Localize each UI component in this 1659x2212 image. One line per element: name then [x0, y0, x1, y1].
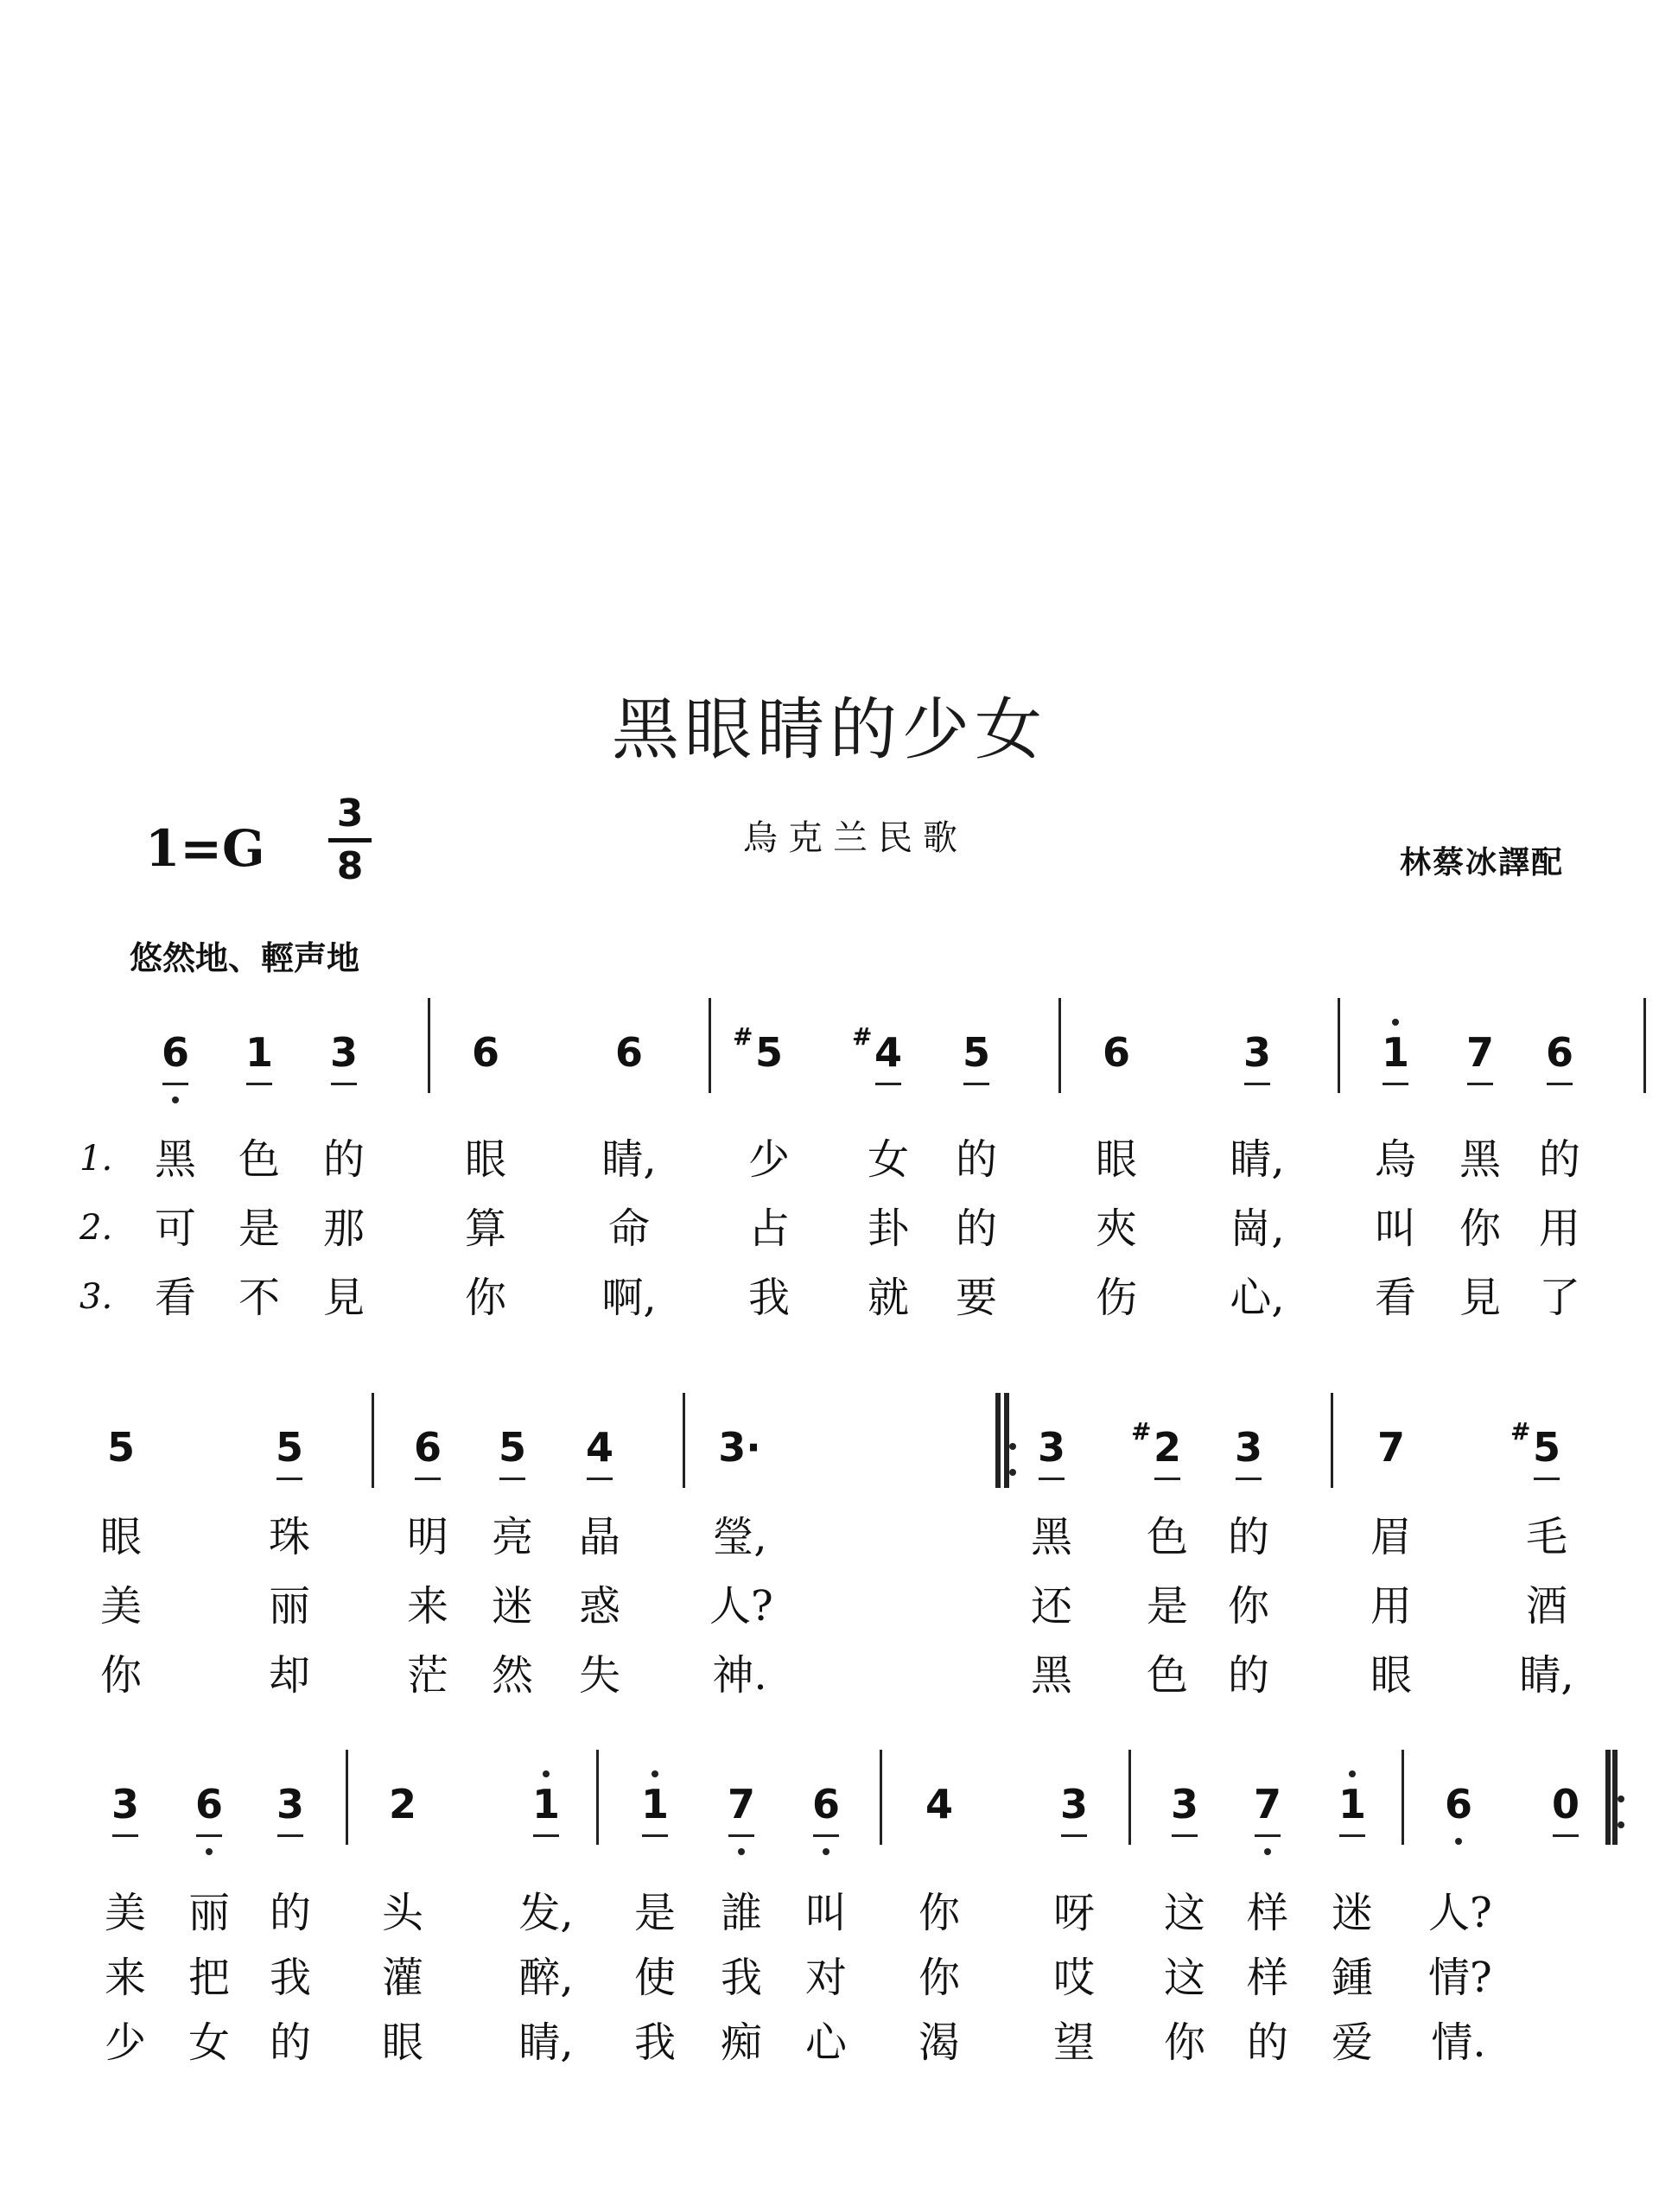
- note-underline: [1382, 1083, 1408, 1085]
- lyric-r3-v3-6: 我: [633, 2018, 676, 2067]
- lyric-r3-v3-14: 情.: [1431, 2018, 1486, 2067]
- lyric-r2-v1-8: 色: [1146, 1513, 1188, 1561]
- lyric-r1-v2-6: 占: [747, 1205, 790, 1253]
- note-r1-2: 1: [245, 1029, 273, 1076]
- note-underline: [587, 1478, 613, 1480]
- note-r2-10: 7: [1376, 1424, 1405, 1471]
- lyric-r2-v3-3: 茫: [406, 1651, 448, 1700]
- lyric-r3-v3-5: 睛,: [518, 2018, 574, 2067]
- note-r3-9: 4: [925, 1781, 953, 1827]
- lyric-r3-v1-3: 的: [269, 1889, 311, 1937]
- note-r1-11: 1: [1381, 1029, 1409, 1076]
- note-low-octave-dot: [172, 1096, 179, 1103]
- lyric-r2-v2-8: 是: [1146, 1582, 1188, 1630]
- lyric-r1-v1-8: 的: [955, 1135, 997, 1184]
- lyric-r1-v1-5: 睛,: [601, 1135, 657, 1184]
- lyric-r2-v1-11: 毛: [1525, 1513, 1567, 1561]
- note-r3-12: 7: [1253, 1781, 1281, 1827]
- lyric-r1-v2-5: 命: [607, 1205, 650, 1253]
- note-r2-1: 5: [106, 1424, 135, 1471]
- verse-number: 2.: [79, 1208, 113, 1248]
- lyric-r1-v3-8: 要: [955, 1274, 997, 1322]
- lyric-r3-v3-1: 少: [104, 2018, 146, 2067]
- lyric-r1-v2-3: 那: [322, 1205, 365, 1253]
- lyric-r3-v2-1: 来: [104, 1954, 146, 2002]
- bar-line: [1643, 998, 1646, 1093]
- lyric-r2-v3-5: 失: [578, 1651, 620, 1700]
- note-underline: [642, 1834, 668, 1837]
- lyric-r3-v1-10: 呀: [1052, 1889, 1095, 1937]
- lyric-r1-v1-12: 黑: [1459, 1135, 1501, 1184]
- lyric-r1-v3-2: 不: [238, 1274, 280, 1322]
- note-underline: [1236, 1478, 1262, 1480]
- lyric-r2-v2-7: 还: [1030, 1582, 1072, 1630]
- note-r1-9: 6: [1102, 1029, 1130, 1076]
- note-r3-4: 2: [388, 1781, 416, 1827]
- lyric-r2-v2-6: 人?: [709, 1582, 773, 1630]
- lyric-r2-v3-1: 你: [99, 1651, 142, 1700]
- repeat-dot: [1009, 1443, 1016, 1450]
- repeat-bar-line: [1612, 1750, 1618, 1845]
- note-underline: [277, 1834, 303, 1837]
- lyric-r2-v1-2: 珠: [268, 1513, 310, 1561]
- time-signature: [328, 791, 372, 888]
- lyric-r3-v3-10: 望: [1052, 2018, 1095, 2067]
- note-underline: [1547, 1083, 1573, 1085]
- arranger-credit: 林蔡冰譯配: [1400, 845, 1565, 880]
- note-r3-13: 1: [1338, 1781, 1366, 1827]
- lyric-r1-v1-9: 眼: [1095, 1135, 1137, 1184]
- lyric-r3-v3-13: 爱: [1331, 2018, 1373, 2067]
- note-underline: [875, 1083, 901, 1085]
- lyric-r3-v2-9: 你: [918, 1954, 960, 2002]
- lyric-r2-v2-9: 你: [1227, 1582, 1269, 1630]
- note-underline: [331, 1083, 357, 1085]
- note-r1-6: 5: [754, 1029, 783, 1076]
- lyric-r1-v3-9: 伤: [1095, 1274, 1137, 1322]
- note-underline: [1553, 1834, 1579, 1837]
- note-r3-15: 0: [1551, 1781, 1580, 1827]
- note-r3-7: 7: [727, 1781, 755, 1827]
- lyric-r1-v1-13: 的: [1538, 1135, 1580, 1184]
- lyric-r1-v3-12: 見: [1459, 1274, 1501, 1322]
- note-underline: [276, 1478, 302, 1480]
- lyric-r1-v2-7: 卦: [867, 1205, 909, 1253]
- note-r2-7: 3: [1037, 1424, 1065, 1471]
- note-r2-5: 4: [585, 1424, 613, 1471]
- lyric-r2-v3-2: 却: [268, 1651, 310, 1700]
- repeat-dot: [1009, 1469, 1016, 1476]
- verse-number: 1.: [79, 1139, 113, 1179]
- bar-line: [709, 998, 711, 1093]
- lyric-r1-v2-2: 是: [238, 1205, 280, 1253]
- note-r2-9: 3: [1234, 1424, 1262, 1471]
- note-underline: [963, 1083, 989, 1085]
- lyric-r1-v2-8: 的: [955, 1205, 997, 1253]
- lyric-r3-v1-4: 头: [381, 1889, 423, 1937]
- lyric-r1-v3-4: 你: [464, 1274, 506, 1322]
- lyric-r3-v1-12: 样: [1246, 1889, 1288, 1937]
- lyric-r1-v1-10: 睛,: [1230, 1135, 1285, 1184]
- lyric-r2-v1-6: 瑩,: [712, 1513, 767, 1561]
- note-r2-2: 5: [275, 1424, 303, 1471]
- lyric-r3-v2-14: 情?: [1428, 1954, 1492, 2002]
- repeat-dot: [1618, 1821, 1624, 1828]
- lyric-r3-v1-8: 叫: [804, 1889, 847, 1937]
- note-high-octave-dot: [1349, 1770, 1356, 1777]
- note-r1-3: 3: [329, 1029, 358, 1076]
- lyric-r2-v2-5: 惑: [578, 1582, 620, 1630]
- note-r2-4: 5: [498, 1424, 526, 1471]
- lyric-r2-v1-3: 明: [406, 1513, 448, 1561]
- note-r1-12: 7: [1465, 1029, 1494, 1076]
- sharp-accidental: #: [733, 1022, 753, 1051]
- verse-number: 3.: [79, 1277, 113, 1317]
- lyric-r2-v3-6: 神.: [712, 1651, 767, 1700]
- repeat-bar-line: [1605, 1750, 1611, 1845]
- note-r2-3: 6: [413, 1424, 442, 1471]
- lyric-r3-v2-12: 样: [1246, 1954, 1288, 2002]
- note-underline: [1061, 1834, 1087, 1837]
- note-underline: [112, 1834, 138, 1837]
- note-r1-5: 6: [614, 1029, 643, 1076]
- lyric-r3-v2-2: 把: [188, 1954, 230, 2002]
- sharp-accidental: #: [1510, 1417, 1531, 1446]
- note-underline: [1039, 1478, 1065, 1480]
- note-low-octave-dot: [1455, 1838, 1462, 1845]
- lyric-r1-v1-6: 少: [747, 1135, 790, 1184]
- lyric-r1-v2-1: 可: [154, 1205, 196, 1253]
- note-underline: [499, 1478, 525, 1480]
- lyric-r1-v3-11: 看: [1374, 1274, 1416, 1322]
- bar-line: [1402, 1750, 1404, 1845]
- note-r2-6: 3·: [718, 1424, 761, 1471]
- note-r3-14: 6: [1444, 1781, 1472, 1827]
- note-r3-3: 3: [276, 1781, 304, 1827]
- lyric-r2-v2-2: 丽: [268, 1582, 310, 1630]
- sharp-accidental: #: [852, 1022, 873, 1051]
- note-low-octave-dot: [206, 1848, 213, 1855]
- note-underline: [728, 1834, 754, 1837]
- bar-line: [1331, 1393, 1333, 1488]
- bar-line: [346, 1750, 348, 1845]
- lyric-r1-v3-7: 就: [867, 1274, 909, 1322]
- lyric-r1-v2-4: 算: [464, 1205, 506, 1253]
- note-underline: [1339, 1834, 1365, 1837]
- note-r1-1: 6: [161, 1029, 189, 1076]
- lyric-r3-v1-11: 这: [1163, 1889, 1205, 1937]
- lyric-r3-v2-7: 我: [720, 1954, 762, 2002]
- time-numerator: 3: [336, 791, 364, 836]
- bar-line: [683, 1393, 685, 1488]
- lyric-r1-v3-13: 了: [1538, 1274, 1580, 1322]
- lyric-r1-v1-2: 色: [238, 1135, 280, 1184]
- lyric-r3-v3-9: 渴: [918, 2018, 960, 2067]
- lyric-r1-v2-13: 用: [1538, 1205, 1580, 1253]
- lyric-r2-v2-1: 美: [99, 1582, 142, 1630]
- note-underline: [1172, 1834, 1198, 1837]
- note-r1-8: 5: [962, 1029, 990, 1076]
- note-r1-7: 4: [874, 1029, 902, 1076]
- lyric-r3-v3-4: 眼: [381, 2018, 423, 2067]
- lyric-r2-v3-8: 色: [1146, 1651, 1188, 1700]
- lyric-r3-v1-5: 发,: [518, 1889, 574, 1937]
- lyric-r1-v3-5: 啊,: [601, 1274, 657, 1322]
- note-r3-8: 6: [811, 1781, 840, 1827]
- lyric-r3-v3-2: 女: [188, 2018, 230, 2067]
- note-underline: [246, 1083, 272, 1085]
- note-r2-8: 2: [1153, 1424, 1181, 1471]
- lyric-r3-v1-9: 你: [918, 1889, 960, 1937]
- lyric-r1-v1-11: 烏: [1374, 1135, 1416, 1184]
- lyric-r1-v1-3: 的: [322, 1135, 365, 1184]
- song-origin: 烏克兰民歌: [743, 818, 968, 858]
- lyric-r1-v3-3: 見: [322, 1274, 365, 1322]
- note-r2-11: 5: [1532, 1424, 1560, 1471]
- note-r3-6: 1: [640, 1781, 669, 1827]
- note-r3-1: 3: [111, 1781, 139, 1827]
- lyric-r3-v1-13: 迷: [1331, 1889, 1373, 1937]
- bar-line: [372, 1393, 374, 1488]
- lyric-r3-v1-6: 是: [633, 1889, 676, 1937]
- note-r3-10: 3: [1059, 1781, 1088, 1827]
- note-r3-11: 3: [1170, 1781, 1198, 1827]
- lyric-r2-v3-10: 眼: [1370, 1651, 1412, 1700]
- note-r1-10: 3: [1243, 1029, 1271, 1076]
- key-signature: 1=G: [145, 819, 265, 878]
- lyric-r2-v2-3: 来: [406, 1582, 448, 1630]
- lyric-r2-v1-9: 的: [1227, 1513, 1269, 1561]
- note-underline: [1534, 1478, 1560, 1480]
- lyric-r1-v2-11: 叫: [1374, 1205, 1416, 1253]
- bar-line: [1128, 1750, 1131, 1845]
- lyric-r1-v2-10: 崗,: [1230, 1205, 1285, 1253]
- note-underline: [533, 1834, 559, 1837]
- lyric-r1-v1-4: 眼: [464, 1135, 506, 1184]
- lyric-r1-v1-7: 女: [867, 1135, 909, 1184]
- lyric-r2-v1-7: 黑: [1030, 1513, 1072, 1561]
- note-underline: [1154, 1478, 1180, 1480]
- lyric-r2-v1-1: 眼: [99, 1513, 142, 1561]
- bar-line: [596, 1750, 599, 1845]
- song-title: 黑眼睛的少女: [611, 691, 1047, 769]
- repeat-bar-line: [1004, 1393, 1009, 1488]
- bar-line: [428, 998, 430, 1093]
- lyric-r2-v3-4: 然: [491, 1651, 533, 1700]
- lyric-r3-v2-8: 对: [804, 1954, 847, 2002]
- lyric-r1-v1-1: 黑: [154, 1135, 196, 1184]
- note-underline: [162, 1083, 188, 1085]
- repeat-dot: [1618, 1796, 1624, 1802]
- lyric-r1-v3-6: 我: [747, 1274, 790, 1322]
- note-r1-13: 6: [1545, 1029, 1573, 1076]
- lyric-r1-v2-9: 夾: [1095, 1205, 1137, 1253]
- note-r3-5: 1: [531, 1781, 560, 1827]
- lyric-r3-v1-1: 美: [104, 1889, 146, 1937]
- lyric-r2-v1-4: 亮: [491, 1513, 533, 1561]
- note-underline: [813, 1834, 839, 1837]
- lyric-r3-v2-10: 哎: [1052, 1954, 1095, 2002]
- lyric-r3-v2-13: 鍾: [1331, 1954, 1373, 2002]
- lyric-r3-v2-6: 使: [633, 1954, 676, 2002]
- time-denominator: 8: [336, 844, 364, 888]
- note-r3-2: 6: [194, 1781, 223, 1827]
- note-low-octave-dot: [823, 1848, 830, 1855]
- bar-line: [880, 1750, 882, 1845]
- tempo-marking: 悠然地、輕声地: [130, 939, 360, 977]
- lyric-r2-v2-11: 酒: [1525, 1582, 1567, 1630]
- lyric-r3-v1-14: 人?: [1428, 1889, 1492, 1937]
- repeat-bar-line: [995, 1393, 1001, 1488]
- note-high-octave-dot: [652, 1770, 658, 1777]
- note-high-octave-dot: [543, 1770, 550, 1777]
- lyric-r2-v2-10: 用: [1370, 1582, 1412, 1630]
- note-underline: [1255, 1834, 1281, 1837]
- lyric-r3-v3-8: 心: [804, 2018, 847, 2067]
- lyric-r3-v3-12: 的: [1246, 2018, 1288, 2067]
- lyric-r1-v2-12: 你: [1459, 1205, 1501, 1253]
- lyric-r3-v3-7: 痴: [720, 2018, 762, 2067]
- lyric-r3-v2-5: 醉,: [518, 1954, 574, 2002]
- lyric-r3-v1-2: 丽: [188, 1889, 230, 1937]
- lyric-r2-v1-10: 眉: [1370, 1513, 1412, 1561]
- lyric-r3-v3-11: 你: [1163, 2018, 1205, 2067]
- lyric-r2-v1-5: 晶: [578, 1513, 620, 1561]
- sharp-accidental: #: [1131, 1417, 1152, 1446]
- note-high-octave-dot: [1392, 1019, 1399, 1026]
- lyric-r3-v2-11: 这: [1163, 1954, 1205, 2002]
- lyric-r1-v3-10: 心,: [1230, 1274, 1285, 1322]
- lyric-r3-v2-3: 我: [269, 1954, 311, 2002]
- note-underline: [1467, 1083, 1493, 1085]
- note-underline: [1244, 1083, 1270, 1085]
- note-underline: [415, 1478, 441, 1480]
- lyric-r3-v1-7: 誰: [720, 1889, 762, 1937]
- lyric-r3-v3-3: 的: [269, 2018, 311, 2067]
- lyric-r2-v3-11: 睛,: [1519, 1651, 1574, 1700]
- note-low-octave-dot: [738, 1848, 745, 1855]
- lyric-r2-v3-9: 的: [1227, 1651, 1269, 1700]
- lyric-r2-v3-7: 黑: [1030, 1651, 1072, 1700]
- bar-line: [1338, 998, 1340, 1093]
- lyric-r2-v2-4: 迷: [491, 1582, 533, 1630]
- note-underline: [196, 1834, 222, 1837]
- lyric-r1-v3-1: 看: [154, 1274, 196, 1322]
- bar-line: [1058, 998, 1061, 1093]
- note-r1-4: 6: [471, 1029, 499, 1076]
- note-low-octave-dot: [1264, 1848, 1271, 1855]
- lyric-r3-v2-4: 灌: [381, 1954, 423, 2002]
